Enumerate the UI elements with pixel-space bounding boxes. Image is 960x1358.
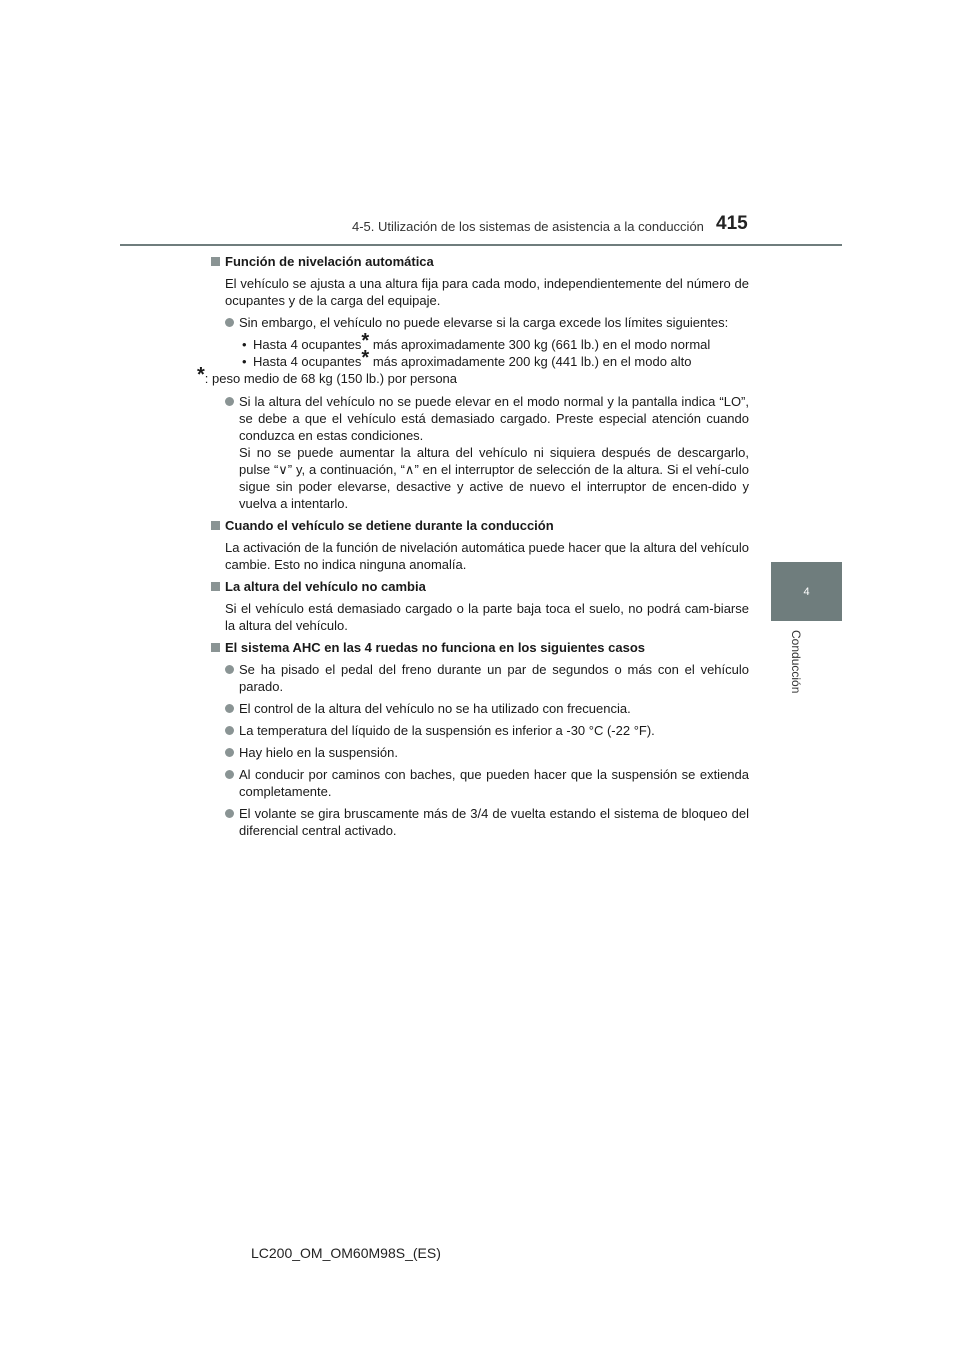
square-bullet-icon (211, 521, 220, 530)
asterisk-icon: * (361, 330, 370, 352)
section-heading: La altura del vehículo no cambia (211, 578, 749, 595)
page-content (197, 253, 749, 844)
section-heading: El sistema AHC en las 4 ruedas no funciona en los siguientes casos (211, 639, 749, 656)
bullet-item: Si la altura del vehículo no se puede elevar en el modo normal y la pantalla indica “LO”, se debe a que el vehículo está demasiado cargado. Preste especial atención cuando conduzca en estas condiciones. Si no se puede aumentar la altura del vehículo ni siquiera después de descargarlo, pulse “∨” y, a continuación, “∧” en el interruptor de selección de la altura. Si el vehí-culo sigue sin poder elevarse, desactive y active de nuevo el interruptor de encen-dido y vuelva a intentarlo. (211, 393, 749, 512)
asterisk-icon: * (197, 364, 205, 386)
bullet-item: El volante se gira bruscamente más de 3/4 de vuelta estando el sistema de bloqueo del diferencial central activado. (211, 805, 749, 839)
circle-bullet-icon (225, 665, 234, 674)
section-ahc-not-working (211, 639, 749, 839)
dot-marker-icon: • (242, 354, 247, 369)
asterisk-icon: * (361, 347, 370, 369)
chapter-tab (771, 562, 842, 621)
load-limit-list (211, 330, 749, 370)
circle-bullet-icon (225, 318, 234, 327)
page-number: 415 (716, 213, 748, 234)
circle-bullet-icon (225, 809, 234, 818)
section-paragraph: El vehículo se ajusta a una altura fija para cada modo, independientemente del número de ocupantes y de la carga del equipaje. (225, 276, 749, 308)
circle-bullet-icon (225, 770, 234, 779)
bullet-item: Sin embargo, el vehículo no puede elevarse si la carga excede los límites siguientes: (211, 314, 749, 331)
chapter-tab-label: Conducción (789, 630, 803, 694)
square-bullet-icon (211, 257, 220, 266)
section-vehicle-stops (211, 517, 749, 573)
chapter-title: 4-5. Utilización de los sistemas de asistencia a la conducción (352, 219, 704, 234)
square-bullet-icon (211, 582, 220, 591)
section-height-unchanged (211, 578, 749, 634)
bullet-item: Al conducir por caminos con baches, que pueden hacer que la suspensión se extienda completamente. (211, 766, 749, 800)
bullet-item: La temperatura del líquido de la suspensión es inferior a -30 °C (-22 °F). (211, 722, 749, 739)
circle-bullet-icon (225, 397, 234, 406)
circle-bullet-icon (225, 726, 234, 735)
section-heading: Cuando el vehículo se detiene durante la conducción (211, 517, 749, 534)
section-auto-leveling (197, 253, 749, 512)
chapter-tab-number: 4 (803, 585, 810, 598)
section-heading: Función de nivelación automática (211, 253, 749, 270)
bullet-item: El control de la altura del vehículo no se ha utilizado con frecuencia. (211, 700, 749, 717)
document-code: LC200_OM_OM60M98S_(ES) (251, 1245, 441, 1261)
list-item: • Hasta 4 ocupantes* más aproximadamente 200 kg (441 lb.) en el modo alto (242, 347, 692, 369)
bullet-item: Se ha pisado el pedal del freno durante un par de segundos o más con el vehículo parado. (211, 661, 749, 695)
footnote: *: peso medio de 68 kg (150 lb.) por persona (197, 364, 458, 386)
header-divider (120, 244, 842, 246)
list-item: • Hasta 4 ocupantes* más aproximadamente 300 kg (661 lb.) en el modo normal (242, 330, 711, 352)
section-paragraph: Si el vehículo está demasiado cargado o la parte baja toca el suelo, no podrá cam-biarse la altura del vehículo. (225, 601, 749, 633)
bullet-item: Hay hielo en la suspensión. (211, 744, 749, 761)
square-bullet-icon (211, 643, 220, 652)
circle-bullet-icon (225, 748, 234, 757)
section-paragraph: La activación de la función de nivelación automática puede hacer que la altura del vehículo cambie. Esto no indica ninguna anomalía. (225, 540, 749, 572)
circle-bullet-icon (225, 704, 234, 713)
dot-marker-icon: • (242, 337, 247, 352)
